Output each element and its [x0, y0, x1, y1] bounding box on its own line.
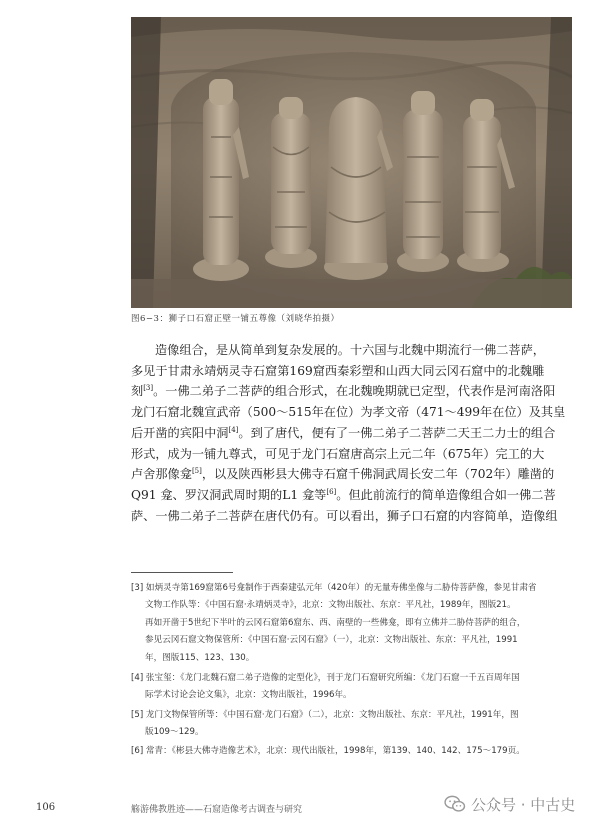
footnote-6 [131, 743, 576, 760]
body-line-text: 萨、一佛二弟子二菩萨在唐代仍有。可以看出，狮子口石窟的内容简单，造像组 [131, 508, 558, 523]
body-line-text: Q91 龛、罗汉洞武周时期的L1 龛等 [131, 487, 327, 502]
statue-2 [265, 97, 317, 268]
body-line [131, 423, 572, 444]
body-line [131, 485, 572, 506]
footnote-ref[interactable]: [6] [326, 487, 337, 496]
footnote-ref[interactable]: [3] [143, 384, 154, 393]
body-line-text: 龙门石窟北魏宣武帝（500～515年在位）为孝文帝（471～499年在位）及其皇 [131, 405, 566, 420]
page-number: 106 [36, 802, 56, 813]
figure-photo [131, 17, 572, 308]
body-paragraph [131, 340, 572, 526]
footnote-line: [3] 如炳灵寺第169窟第6号龛制作于西秦建弘元年（420年）的无量寿佛坐像与二胁侍菩萨像，参见甘肃省 [131, 583, 537, 593]
body-line [131, 464, 572, 485]
body-line-text: 造像组合，是从简单到复杂发展的。十六国与北魏中期流行一佛二菩萨， [155, 343, 545, 357]
body-line [131, 361, 572, 382]
footnote-line: 际学术讨论会论文集》，北京：文物出版社，1996年。 [145, 690, 352, 701]
body-line-text: 多见于甘肃永靖炳灵寺石窟第169窟西秦彩塑和山西大同云冈石窟中的北魏雕 [131, 363, 545, 378]
statue-3-central-buddha [324, 97, 393, 280]
cave-statues-illustration [131, 17, 572, 308]
body-line [131, 381, 572, 402]
body-line-text: 刻 [131, 384, 144, 399]
body-line [131, 402, 572, 423]
footnote-4 [131, 670, 576, 705]
footnote-divider [131, 572, 233, 573]
statue-4 [397, 91, 449, 272]
figure-caption: 图6−3：狮子口石窟正壁一铺五尊像（刘晓华拍摄） [131, 314, 340, 324]
watermark-text: 公众号 · 中古史 [471, 795, 576, 814]
footnote-line: [4] 张宝玺：《龙门北魏石窟二弟子造像的定型化》，刊于龙门石窟研究所编：《龙门石窟一千五百周年国 [131, 673, 520, 683]
footnote-ref[interactable]: [5] [191, 467, 202, 476]
body-line-text: ，以及陕西彬县大佛寺石窟千佛洞武周长安二年（702年）雕凿的 [201, 467, 555, 482]
footnote-line: [6] 常青：《彬县大佛寺造像艺术》，北京：现代出版社，1998年，第139、140、142、175～179页。 [131, 746, 525, 756]
footnote-line: 年，图版115、123、130。 [145, 652, 255, 663]
watermark [444, 791, 575, 817]
body-line-text: 。但此前流行的简单造像组合如一佛二菩 [336, 487, 556, 502]
body-line [131, 444, 572, 465]
footnote-line: 再如开凿于5世纪下半叶的云冈石窟第6窟东、西、南壁的一些佛龛，即有立佛并二胁侍菩萨的组合， [145, 617, 526, 628]
footnote-ref[interactable]: [4] [228, 425, 239, 434]
footnote-5 [131, 707, 576, 742]
body-line [131, 340, 572, 361]
body-line-text: 卢舍那像龛 [131, 467, 192, 482]
running-title: 觞游佛教胜迹——石窟造像考古调查与研究 [131, 805, 303, 815]
body-line-text: 。一佛二弟子二菩萨的组合形式，在北魏晚期就已定型，代表作是河南洛阳 [153, 384, 556, 399]
footnote-line: [5] 龙门文物保管所等：《中国石窟·龙门石窟》（二），北京：文物出版社、东京：平凡社，1991年，图 [131, 710, 519, 720]
body-line [131, 506, 572, 527]
footnote-line: 文物工作队等：《中国石窟·永靖炳灵寺》，北京：文物出版社、东京：平凡社，1989年，图版21。 [145, 600, 516, 611]
footnote-3 [131, 580, 576, 667]
body-line-text: 后开凿的宾阳中洞 [131, 425, 229, 440]
footnote-line: 参见云冈石窟文物保管所：《中国石窟·云冈石窟》（一），北京：文物出版社、东京：平凡社，1991 [145, 635, 518, 646]
wechat-icon [444, 795, 466, 813]
body-line-text: 形式，成为一铺九尊式，可见于龙门石窟唐高宗上元二年（675年）完工的大 [131, 446, 545, 461]
body-line-text: 。到了唐代，便有了一佛二弟子二菩萨二天王二力士的组合 [238, 425, 556, 440]
footnote-line: 版109～129。 [145, 727, 204, 738]
